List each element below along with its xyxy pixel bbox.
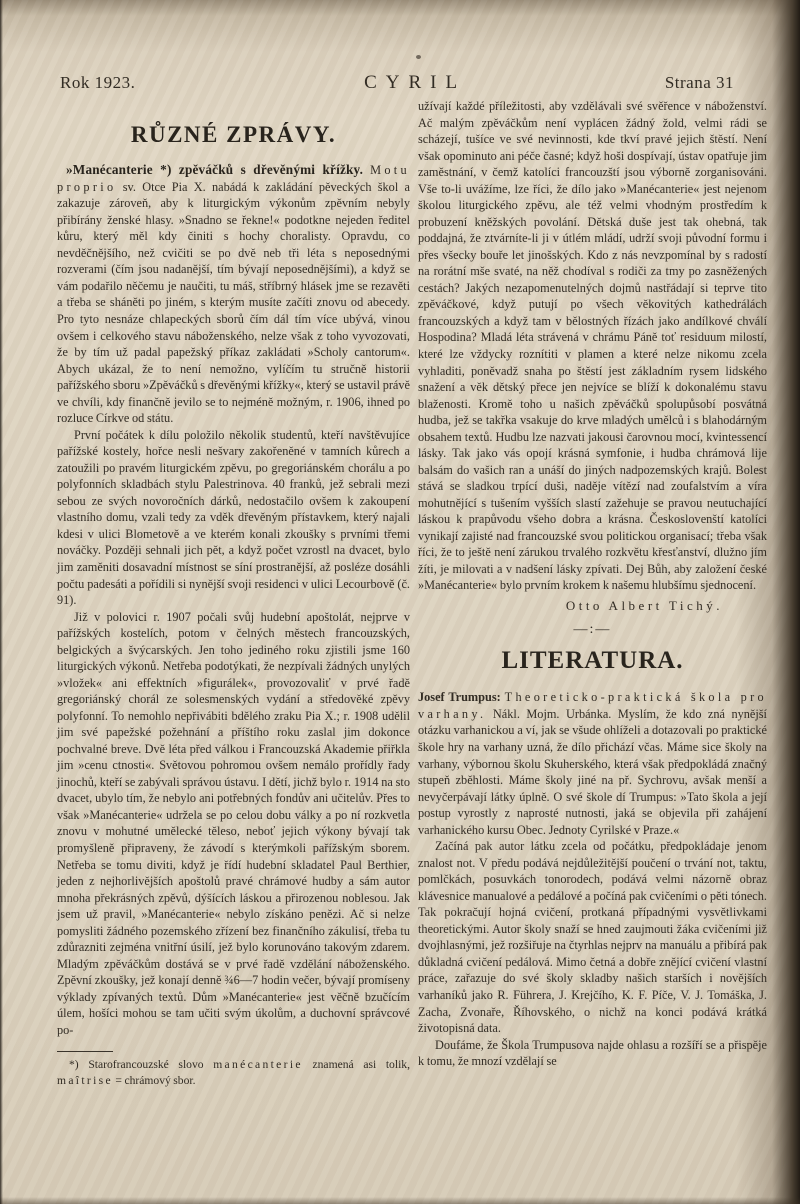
year-label: Rok 1923. bbox=[60, 73, 136, 92]
journal-title: CYRIL bbox=[364, 72, 467, 93]
article-paragraph-3: Již v polovici r. 1907 počali svůj hudební apoštolát, nejprve v pařížských kostelích, potom v čelných městech francouzských, belgických a švýcarských. Jen toho jediného roku zjistili jsme 160 liturgických výkonů. Netřeba podotýkati, že nezpívali žádných unylých »vložek« ani effektních »figurálek«, provozovaliť v prvé řadě gregoriánský chorál ze solesmenských vydání a středověké zpěvy polyfonní. To nemohlo nepřivábiti bdělého zraku Pia X.; r. 1908 udělil jim své papežské požehnání a příštího roku zaslal jim dokonce pochvalné breve. Dvě léta před válkou i Francouzská Akademie přiřkla jim »cenu ctnosti«. Světovou pohromou ovšem nemálo prořídly řady jinochů, kteří se zabývali správou ústavu. I dětí, jichž bylo r. 1914 na sto dvacet, ubylo tím, že nebylo ani potřebných fondův ani učitelův. Přes to však »Manécanterie« udržela se po celou dobu války a po ní rozkvetla znovu v mohutné umělecké těleso, neboť jejich výkony bývají tak promyšleně připraveny, že závodí s kterýmkoli pařížským sborem. Netřeba se tomu diviti, když je řídí hudební skladatel Paul Berthier, jeden z nejhorlivějších apoštolů pravé chrámové hudby a sám autor mnoha překrásných zpěvů, dýšících láskou a přirozenou noblesou. Jak jsem už pravil, »Manécanterie« nebylo získáno penězi. Ač si nelze pomysliti žádného pozemského zřízení bez finančního zákulisí, třeba tu zdůrazniti zejména vnitřní úsilí, jež bylo korunováno takovým zdarem. Mladým zpěváčkům dostává se v prvé řadě vzdělání náboženského. Zpěvní zkoušky, jež konají denně ¾6—7 hodin večer, bývají promíseny výklady zpívaných textů. Dům »Manécanterie« jest věčně bzučícím úlem, hošíci mohou se tam učiti svým úkolům, a duchovní správcové po- bbox=[57, 609, 410, 1037]
footnote-marker: *) bbox=[69, 1058, 79, 1072]
article-continuation-paragraph: užívají každé příležitosti, aby vzdělávali své svěřence v náboženství. Ač malým zpěváčkům není vyplácen žádný žold, velmi rádi se scházejí, tušíce ve své nevinnosti, kde tkví pravé jejich štěstí. Není však opominuto ani péče časné; když hoši dospívají, ústav opatřuje jim zaměstnání, v čemž katolíci francouzští jsou výborně zorganisováni. Vše to-li uvážíme, lze říci, že dílo jako »Manécanterie« jest nejenom školou liturgického zpěvu, ale též velmi vhodným prostředím k probuzení kněžských povolání. Dětská duše jest tak ohebná, tak poddajná, že ztvárníte-li ji v útlém mládí, udrží svoji původní formu i přes všecky bouře let jinošských. Kdo z nás nevzpomínal by s radostí na rorátní mše svaté, na něž chodíval s rodiči za tmy po zasněžených cestách? Jakých nezapomenutelných dojmů nastřádají si teprve tito zpěváčkové, když putují po všech věkovitých kathedrálách francouzských a když tam v bělostných řízách jako andílkové chválí Hospodina? Mladá léta strávená v chrámu Páně toť residuum milostí, které lze vždycky roznítiti v plamen a které nelze nikomu zcela vyhladiti, poněvadž snaha po štěstí jest základním rysem lidského snažení a věk dětský přece jen nejvíce se blíží k dokonalému stavu blaženosti. Kromě toho u našich zpěváčků spolupůsobí posvátná hudba, jež se takřka vsakuje do krve mladých umělců i s blahodárným obsahem textů. Hudbu lze nazvati jakousi čarovnou mocí, kvintessencí lásky. Tak jako vás opojí krásná symfonie, i hudba chrámová lije balsám do vašich ran a unáší do jiných nadpozemských krajů. Bolest stává se sladkou trpící duši, naděje vítězí nad zoufalstvím a víra mohutnějící s tušením vyšších slastí zažehuje se pravou neutuchající láskou k prapůvodu všeho dobra a krásna. Českoslovenští katolíci vynikají zajisté nad francouzské svou politickou organisací; třeba však říci, že to ještě není zárukou trvalého rozkvětu křesťanství, dlužno jím žíti, je milovati a v nadšení lásky zpívati. Dej Bůh, aby založení české »Manécanterie« bylo prvním krokem k našemu hlubšímu sjednocení. bbox=[418, 99, 767, 593]
motu-proprio-spaced: Motu proprio bbox=[57, 163, 410, 194]
left-column bbox=[57, 98, 410, 1088]
footnote-term-maitrise: maîtrise bbox=[57, 1073, 113, 1087]
review-paragraph-1 bbox=[418, 689, 767, 838]
footnote-divider bbox=[57, 1051, 113, 1052]
footnote-text: znamená asi tolik, bbox=[312, 1058, 410, 1072]
footnote-text: Starofrancouzské slovo bbox=[88, 1058, 204, 1072]
section-title-literatura: LITERATURA. bbox=[501, 647, 684, 675]
review-title-spaced: Theoreticko-praktická škola pro varhany. bbox=[418, 690, 767, 721]
author-signature: Otto Albert Tichý. bbox=[565, 597, 723, 613]
footnote-term-manecanterie: manécanterie bbox=[213, 1058, 303, 1072]
article-paragraph-2: První počátek k dílu položilo několik studentů, kteří navštěvujíce pařížské kostely, hořce nesli nešvary zakořeněné v tamních kůrech a zatoužili po pravém liturgickém zpěvu, po gregoriánském chorálu a po polyfonních skladbách stylu Palestrinova. 40 franků, jež sebrali mezi sebou ze svých novoročních dárků, nedostačilo ovšem k zakoupení vlastního domu, vzali tedy za vděk dřevěným přístavkem, který najali kdesi v ulici Blometově a ve kterém konali zkoušky s prvními třemi nováčky. Později sehnali jich pět, a když počet vzrostl na dvacet, bylo jim zaměniti dosavadní místnost se síní prostranější, až posléze dosáhli počtu padesáti a pořídili si nynější svoji residenci v ulici Lecourbově (č. 91). bbox=[57, 427, 410, 608]
footnote-text: = chrámový sbor. bbox=[115, 1073, 196, 1087]
review-paragraph-3: Doufáme, že Škola Trumpusova najde ohlasu a rozšíří se a přispěje k tomu, že mnozí vzdělají se bbox=[418, 1037, 767, 1069]
right-column bbox=[418, 98, 767, 1088]
paragraph-text: sv. Otce Pia X. nabádá k zakládání pěveckých škol a zakazuje zároveň, aby k liturgickým výkonům zpěvním nebyly přibírány ženské hlasy. »Snadno se řekne!« podotkne nejeden ředitel kůru, který měl kdy činiti s hochy choralisty. Opravdu, co nevděčnějšího, než cvičiti se po dvě neb tři léta s neposednými rozverami (čím jsou nadanější, tím bývají neposednějšími), a když se vám podařilo něčemu je naučiti, tu máš, stříbrný hlásek jme se rezavěti a třeba se sháněti po jiném, s kterým musíte začíti znovu od abecedy. Pro tyto nesnáze chlapeckých sborů čím dál tím více ubývá, vinou ovšem i celkového stavu náboženského, nelze však z toho vyvozovati, že by tím už padal papežský příkaz zakládati »Scholy cantorum«. Abych ukázal, že to není nemožno, vylíčím tu stručně historii pařížského sboru »Zpěváčků s dřevěnými křížky«, který se ustavil právě ve chvíli, kdy finančně jevilo se to nejméně možným, r. 1906, ihned po rozluce Církve od státu. bbox=[57, 179, 410, 426]
scan-speck bbox=[416, 55, 421, 59]
two-column-body bbox=[0, 98, 800, 1088]
footnote bbox=[57, 1057, 410, 1088]
article-lead-bold: »Manécanterie *) zpěváčků s dřevěnými křížky. bbox=[66, 162, 364, 177]
page-header bbox=[0, 0, 800, 94]
section-title-ruzne-zpravy: RŮZNÉ ZPRÁVY. bbox=[130, 122, 337, 147]
section-divider: —:— bbox=[573, 622, 612, 638]
review-paragraph-2: Začíná pak autor látku zcela od počátku, předpokládaje jenom znalost not. V předu podává nejdůležitější poučení o trvání not, taktu, pomlčkách, posuvkách tonorodech, podává velmi názorně obraz klávesnice manualové a pedálové a počíná pak cvičeními o pěti tónech. Tak pokračují hojná cvičení, protkaná případnými vysvětlivkami theoretickými. Autor školy snaží se hned zaujmouti žáka cvičeními již dvojhlasnými, jež rozšiřuje na čtyrhlas nejprv na manuálu a přibírá pak důkladná cvičení pedálová. Mimo četná a dobře znějící cvičení vlastní práce, zařazuje do své školy skladby našich starších i novějších varhaníků jako R. Führera, J. Krejčího, K. F. Píče, V. J. Tomáška, J. Zacha, Zvonaře, Říhovského, o nichž na konci podává krátká životopisná data. bbox=[418, 839, 767, 1036]
article-paragraph-1 bbox=[57, 161, 410, 427]
paragraph-text: Nákl. Mojm. Urbánka. Myslím, že kdo zná nynější otázku varhanickou a ví, jak se všude ohlíželi a dotazovali po praktické škole hry na varhany uzná, že dílo přichází včas. Máme sice školy na varhany, výbornou školu Skuherského, která však předpokládá značný stupeň zběhlosti. Máme školy jiné na př. Sychrovu, avšak menší a nevyčerpávají látky úplně. O své škole dí Trumpus: »Tato škola a její postup vyrostly z naprosté nutnosti, jaká se objevila při zahájení varhanického kursu Obec. Jednoty Cyrilské v Praze.« bbox=[418, 706, 767, 837]
page-number: Strana 31 bbox=[664, 73, 734, 92]
review-author-bold: Josef Trumpus: bbox=[418, 690, 501, 705]
